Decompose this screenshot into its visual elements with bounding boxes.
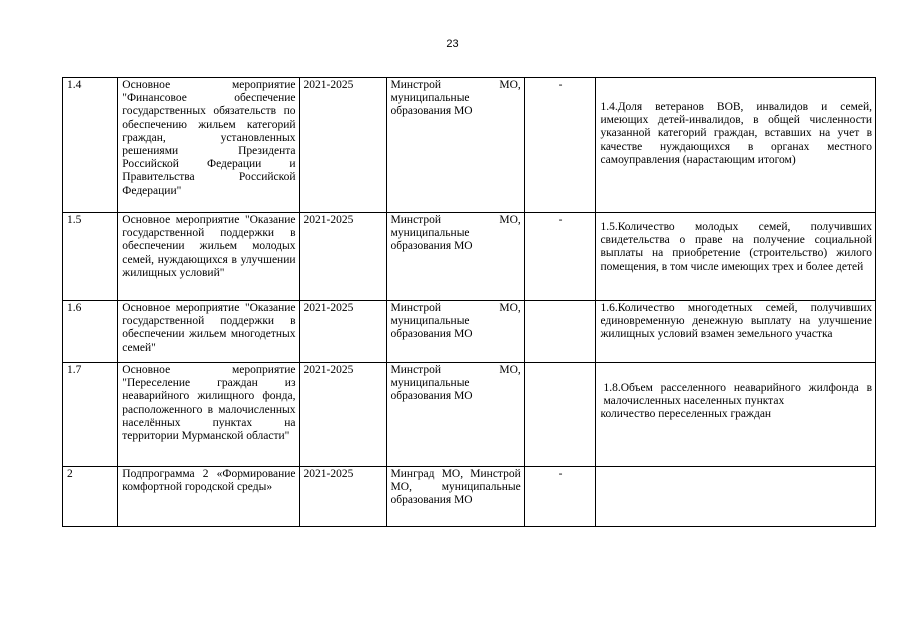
table-row (63, 467, 876, 527)
table-row (63, 78, 876, 213)
activity-executor: Минстрой МО, муниципальные образования МО (386, 78, 524, 213)
row-number: 2 (63, 467, 118, 527)
activity-indicator (596, 301, 876, 363)
page-number: 23 (446, 38, 459, 50)
activity-name: Основное мероприятие "Переселение граждан из неаварийного жилищного фонда, расположенного в малочисленных населённых пунктах на территории Мурманской области" (118, 363, 299, 467)
indicator-text: 1.8.Объем расселенного неаварийного жилфонда в малочисленных населенных пунктах (603, 382, 872, 408)
row-number: 1.6 (63, 301, 118, 363)
activity-period: 2021-2025 (299, 78, 386, 213)
activity-name: Основное мероприятие "Финансовое обеспечение государственных обязательств по обеспечению жильем категорий граждан, установленных решениями Президента Российской Федерации и Правительства Российской Федерации" (118, 78, 299, 213)
activity-executor: Минград МО, Минстрой МО, муниципальные образования МО (386, 467, 524, 527)
activity-indicator (596, 467, 876, 527)
row-number: 1.4 (63, 78, 118, 213)
activity-executor: Минстрой МО, муниципальные образования МО (386, 213, 524, 301)
table-row (63, 213, 876, 301)
activity-executor: Минстрой МО, муниципальные образования МО (386, 301, 524, 363)
program-activities-table (62, 77, 876, 527)
activity-name: Основное мероприятие "Оказание государственной поддержки в обеспечении жильем многодетных семей" (118, 301, 299, 363)
activity-indicator (596, 213, 876, 301)
table-row (63, 301, 876, 363)
indicator-text: 1.5.Количество молодых семей, получивших свидетельства о праве на получение социальной выплаты на приобретение (строительство) жилого помещения, в том числе имеющих трех и более детей (600, 221, 872, 273)
activity-mark (524, 363, 596, 467)
activity-indicator (596, 363, 876, 467)
row-number: 1.7 (63, 363, 118, 467)
activity-mark (524, 301, 596, 363)
activity-period: 2021-2025 (299, 213, 386, 301)
indicator-text: 1.6.Количество многодетных семей, получивших единовременную денежную выплату на улучшение жилищных условий взамен земельного участка (600, 302, 872, 341)
activity-mark: - (524, 213, 596, 301)
activity-name: Подпрограмма 2 «Формирование комфортной городской среды» (118, 467, 299, 527)
activity-period: 2021-2025 (299, 467, 386, 527)
table-row (63, 363, 876, 467)
activity-indicator (596, 78, 876, 213)
indicator-extra-text: количество переселенных граждан (600, 408, 772, 421)
activity-executor: Минстрой МО, муниципальные образования МО (386, 363, 524, 467)
activity-name: Основное мероприятие "Оказание государственной поддержки в обеспечении жильем молодых семей, нуждающихся в улучшении жилищных условий" (118, 213, 299, 301)
indicator-text: 1.4.Доля ветеранов ВОВ, инвалидов и семей, имеющих детей-инвалидов, в общей численности указанной категорий граждан, вставших на учет в качестве нуждающихся в органах местного самоуправления (нарастающим итогом) (600, 101, 872, 166)
activity-period: 2021-2025 (299, 363, 386, 467)
activity-mark: - (524, 78, 596, 213)
activity-mark: - (524, 467, 596, 527)
row-number: 1.5 (63, 213, 118, 301)
activity-period: 2021-2025 (299, 301, 386, 363)
